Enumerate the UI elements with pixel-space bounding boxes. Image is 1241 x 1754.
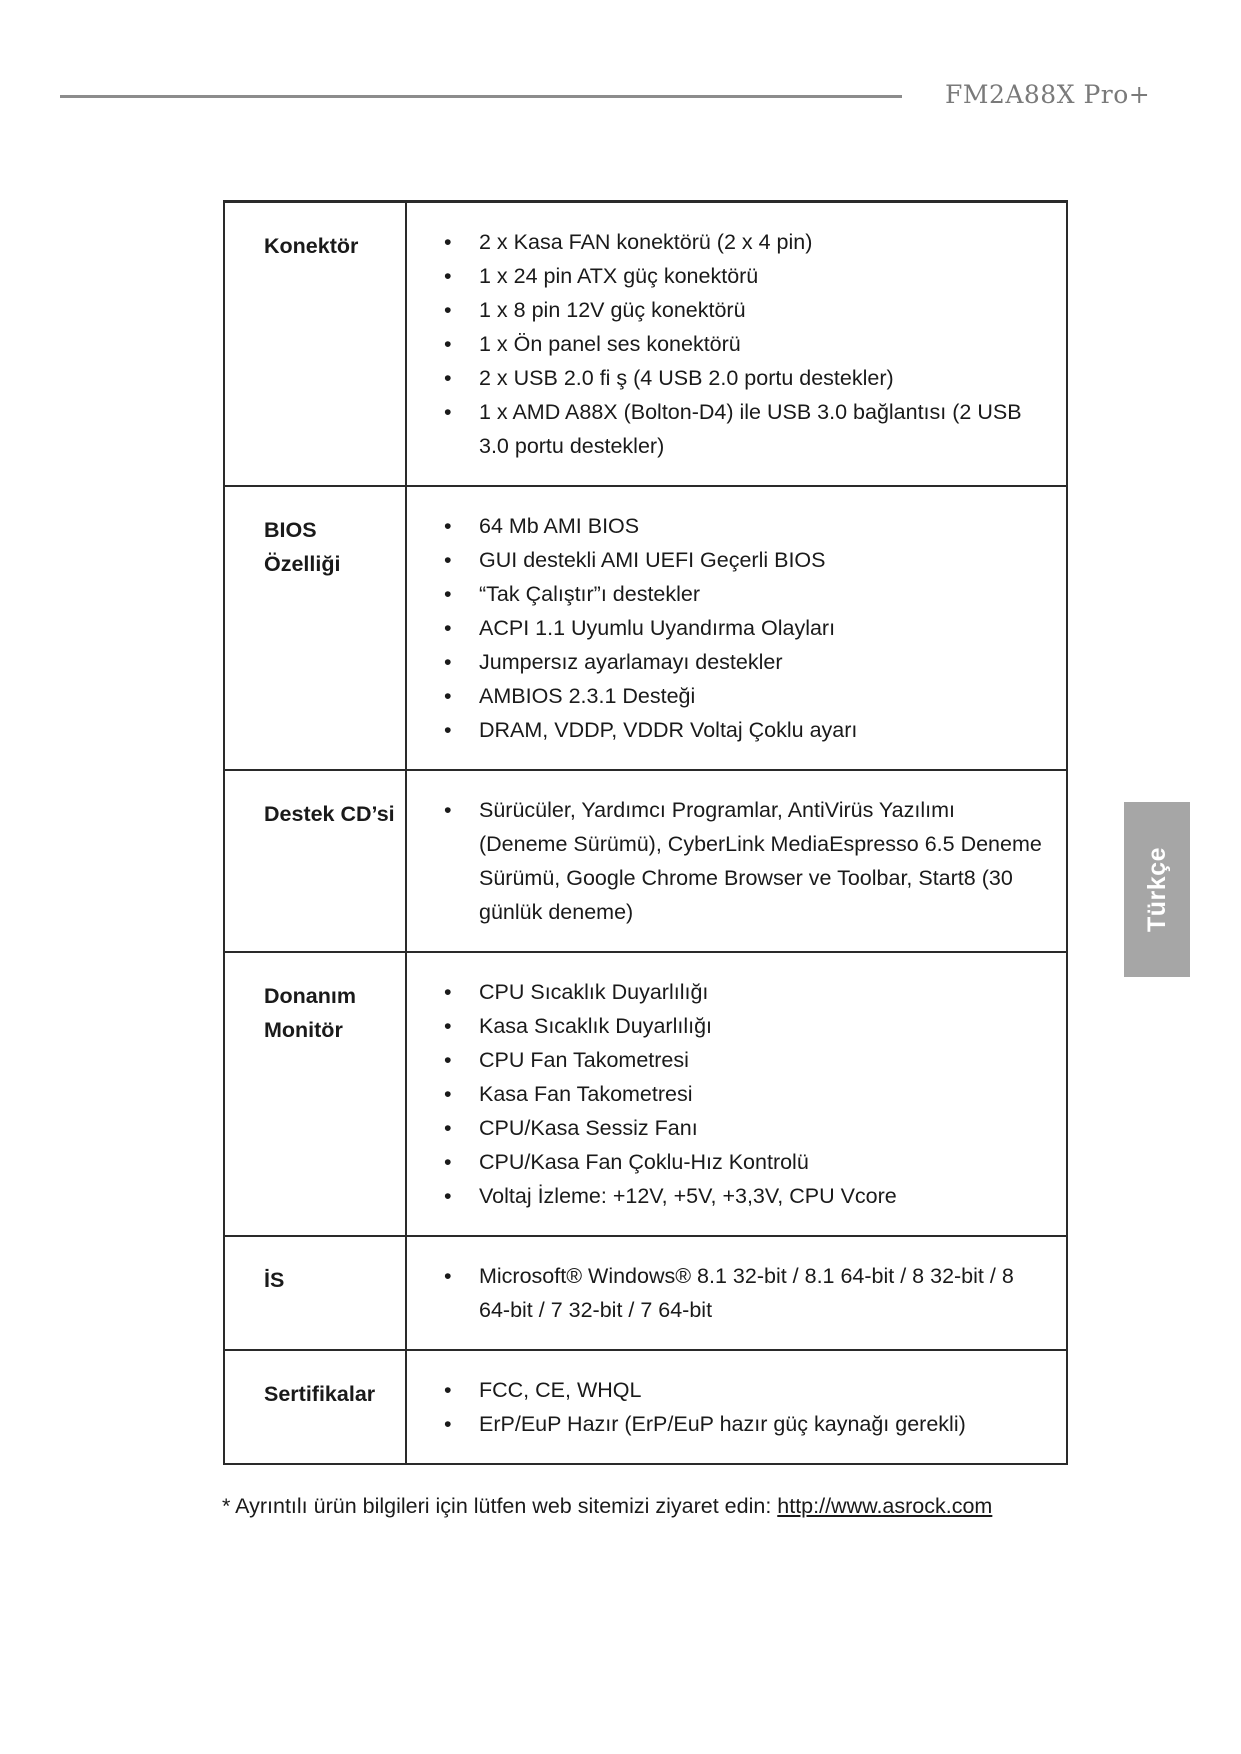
spec-item: • CPU Sıcaklık Duyarlılığı bbox=[439, 975, 1048, 1009]
spec-list bbox=[439, 793, 1048, 929]
spec-item: • Kasa Sıcaklık Duyarlılığı bbox=[439, 1009, 1048, 1043]
spec-item: • ErP/EuP Hazır (ErP/EuP hazır güç kaynağı gerekli) bbox=[439, 1407, 1048, 1441]
spec-table bbox=[223, 200, 1068, 1465]
spec-item: • CPU/Kasa Fan Çoklu-Hız Kontrolü bbox=[439, 1145, 1048, 1179]
language-tab bbox=[1124, 802, 1190, 977]
footer-note bbox=[222, 1494, 992, 1519]
spec-list bbox=[439, 509, 1048, 747]
spec-item: • AMBIOS 2.3.1 Desteği bbox=[439, 679, 1048, 713]
spec-row-certifications bbox=[224, 1350, 1067, 1464]
spec-item: • 1 x Ön panel ses konektörü bbox=[439, 327, 1048, 361]
spec-item: • 64 Mb AMI BIOS bbox=[439, 509, 1048, 543]
spec-item: • DRAM, VDDP, VDDR Voltaj Çoklu ayarı bbox=[439, 713, 1048, 747]
spec-row-support-cd bbox=[224, 770, 1067, 952]
model-title: FM2A88X Pro+ bbox=[945, 80, 1151, 109]
website-link[interactable]: http://www.asrock.com bbox=[777, 1494, 993, 1518]
spec-item: • 1 x 8 pin 12V güç konektörü bbox=[439, 293, 1048, 327]
footer-note-text: * Ayrıntılı ürün bilgileri için lütfen web sitemizi ziyaret edin: bbox=[222, 1494, 778, 1518]
spec-row-os bbox=[224, 1236, 1067, 1350]
spec-item: • 2 x USB 2.0 fi ş (4 USB 2.0 portu destekler) bbox=[439, 361, 1048, 395]
spec-list bbox=[439, 975, 1048, 1213]
spec-label: Konektör bbox=[224, 202, 406, 487]
spec-item: • GUI destekli AMI UEFI Geçerli BIOS bbox=[439, 543, 1048, 577]
spec-list bbox=[439, 1259, 1048, 1327]
spec-label: Destek CD’si bbox=[224, 770, 406, 952]
spec-item: • Microsoft® Windows® 8.1 32-bit / 8.1 64-bit / 8 32-bit / 8 64-bit / 7 32-bit / 7 64-bit bbox=[439, 1259, 1048, 1327]
spec-label: BIOS Özelliği bbox=[224, 486, 406, 770]
header-rule bbox=[60, 95, 902, 98]
spec-item: • Sürücüler, Yardımcı Programlar, AntiVirüs Yazılımı (Deneme Sürümü), CyberLink MediaEspresso 6.5 Deneme Sürümü, Google Chrome Browser ve Toolbar, Start8 (30 günlük deneme) bbox=[439, 793, 1048, 929]
spec-label: İS bbox=[224, 1236, 406, 1350]
spec-item: • “Tak Çalıştır”ı destekler bbox=[439, 577, 1048, 611]
spec-item: • FCC, CE, WHQL bbox=[439, 1373, 1048, 1407]
spec-item: • Voltaj İzleme: +12V, +5V, +3,3V, CPU Vcore bbox=[439, 1179, 1048, 1213]
spec-item: • 1 x AMD A88X (Bolton-D4) ile USB 3.0 bağlantısı (2 USB 3.0 portu destekler) bbox=[439, 395, 1048, 463]
language-tab-label: Türkçe bbox=[1142, 847, 1171, 932]
spec-item: • Kasa Fan Takometresi bbox=[439, 1077, 1048, 1111]
spec-item: • ACPI 1.1 Uyumlu Uyandırma Olayları bbox=[439, 611, 1048, 645]
spec-row-bios bbox=[224, 486, 1067, 770]
spec-list bbox=[439, 1373, 1048, 1441]
spec-label: Donanım Monitör bbox=[224, 952, 406, 1236]
spec-list bbox=[439, 225, 1048, 463]
spec-item: • CPU Fan Takometresi bbox=[439, 1043, 1048, 1077]
spec-item: • 2 x Kasa FAN konektörü (2 x 4 pin) bbox=[439, 225, 1048, 259]
spec-label: Sertifikalar bbox=[224, 1350, 406, 1464]
spec-item: • Jumpersız ayarlamayı destekler bbox=[439, 645, 1048, 679]
spec-item: • CPU/Kasa Sessiz Fanı bbox=[439, 1111, 1048, 1145]
spec-row-connector bbox=[224, 202, 1067, 487]
spec-row-hardware-monitor bbox=[224, 952, 1067, 1236]
spec-item: • 1 x 24 pin ATX güç konektörü bbox=[439, 259, 1048, 293]
